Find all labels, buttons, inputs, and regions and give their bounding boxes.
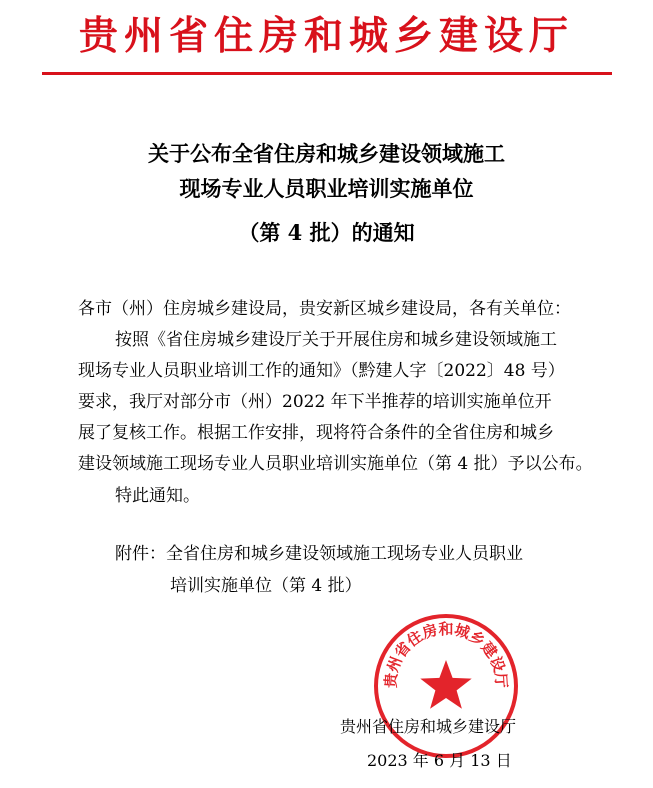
- body-line-2: 现场专业人员职业培训工作的通知》（黔建人字〔2022〕48 号）: [78, 361, 565, 381]
- body-line-5: 建设领域施工现场专业人员职业培训实施单位（第 4 批）予以公布。: [78, 454, 593, 474]
- signature-date: 2023 年 6 月 13 日: [367, 751, 512, 770]
- salutation: 各市（州）住房城乡建设局，贵安新区城乡建设局，各有关单位：: [78, 299, 571, 319]
- attachment-line-1: 附件：全省住房和城乡建设领域施工现场专业人员职业: [115, 544, 523, 564]
- seal-text: 贵州省住房和城乡建设厅: [381, 620, 511, 689]
- attachment-line-2: 培训实施单位（第 4 批）: [170, 576, 362, 596]
- issuer-header: 贵州省住房和城乡建设厅: [78, 13, 574, 59]
- seal-star-icon: [420, 660, 471, 709]
- body-line-3: 要求，我厅对部分市（州）2022 年下半推荐的培训实施单位开: [78, 392, 552, 412]
- document-title-line-3: （第 4 批）的通知: [238, 220, 415, 245]
- document-title-line-2: 现场专业人员职业培训实施单位: [179, 176, 474, 201]
- body-line-4: 展了复核工作。根据工作安排，现将符合条件的全省住房和城乡: [78, 423, 554, 443]
- signature-issuer: 贵州省住房和城乡建设厅: [340, 717, 517, 736]
- closing-line: 特此通知。: [115, 486, 200, 506]
- document-title-line-1: 关于公布全省住房和城乡建设领域施工: [148, 141, 505, 166]
- body-line-1: 按照《省住房城乡建设厅关于开展住房和城乡建设领域施工: [115, 330, 557, 350]
- header-red-rule: [42, 72, 612, 75]
